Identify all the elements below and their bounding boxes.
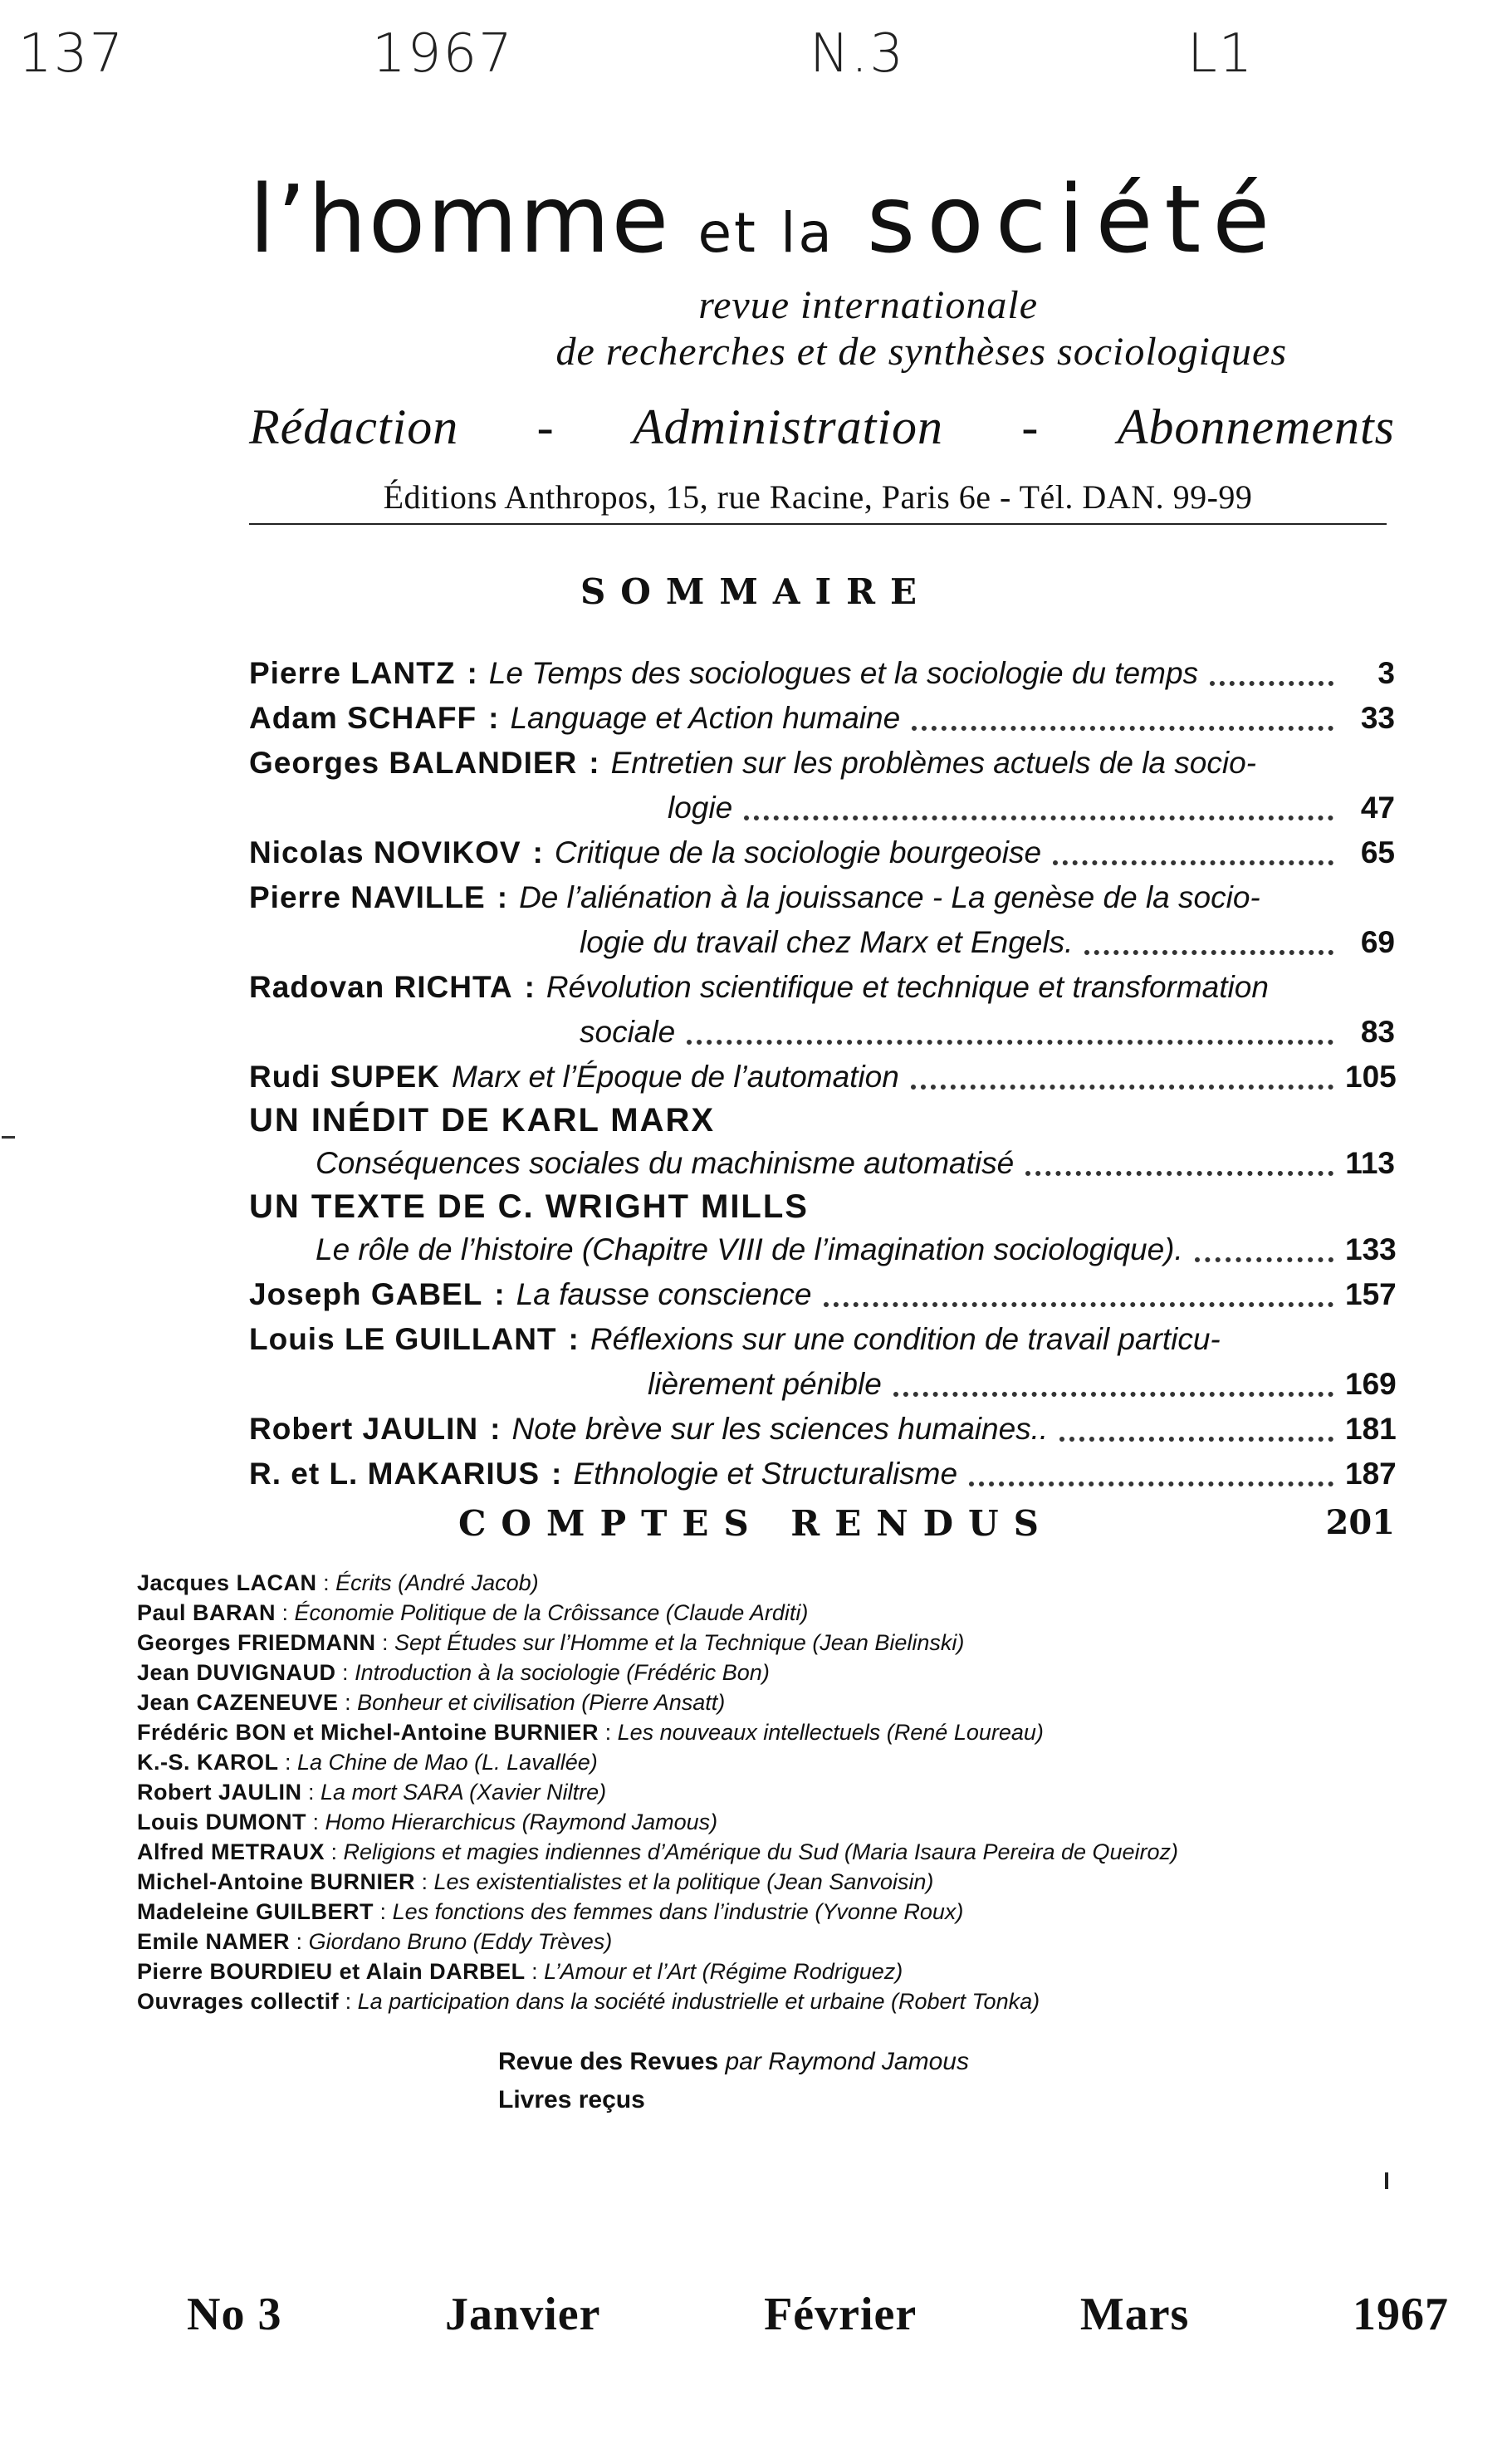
toc-author: Nicolas NOVIKOV: [249, 835, 521, 869]
review-author: Ouvrages collectif: [137, 1989, 340, 2014]
toc-entry: [249, 875, 1395, 920]
review-item: Michel-Antoine BURNIER : Les existentialistes et la politique (Jean Sanvoisin): [137, 1869, 934, 1894]
toc-author: Pierre NAVILLE: [249, 880, 486, 914]
subtitle-line-2: de recherches et de synthèses sociologiques: [555, 330, 1287, 374]
review-author: Georges FRIEDMANN: [137, 1630, 376, 1655]
toc-entry-continuation: [249, 786, 1395, 830]
toc-entry: [249, 696, 1395, 741]
toc-author: Louis LE GUILLANT: [249, 1322, 557, 1356]
review-author: Paul BARAN: [137, 1600, 276, 1625]
toc-author: Radovan RICHTA: [249, 970, 513, 1004]
toc-leader: [687, 1040, 1333, 1045]
toc-title-cont: logie: [668, 791, 733, 825]
redaction-line: [249, 399, 1395, 456]
month-1: Janvier: [445, 2289, 601, 2340]
review-item: Jean DUVIGNAUD : Introduction à la sociologie (Frédéric Bon): [137, 1660, 770, 1685]
toc-leader: [1210, 681, 1333, 686]
toc-leader: [1025, 1171, 1333, 1176]
toc-author: Adam SCHAFF: [249, 701, 477, 735]
review-author: Robert JAULIN: [137, 1780, 302, 1805]
review-item: Alfred METRAUX : Religions et magies indiennes d’Amérique du Sud (Maria Isaura Pereira de Queiroz): [137, 1839, 1179, 1864]
publisher-address: Éditions Anthropos, 15, rue Racine, Paris 6e - Tél. DAN. 99-99: [249, 478, 1387, 525]
toc-title: La fausse conscience: [516, 1277, 812, 1311]
review-item: Emile NAMER : Giordano Bruno (Eddy Trèves): [137, 1929, 613, 1954]
toc-entry: [249, 1227, 1395, 1272]
toc-leader: [969, 1482, 1333, 1486]
toc-entry: [249, 1141, 1395, 1186]
toc-title: Ethnologie et Structuralisme: [573, 1457, 958, 1491]
review-title: L’Amour et l’Art (Régime Rodriguez): [544, 1959, 903, 1984]
toc-title: Critique de la sociologie bourgeoise: [554, 835, 1042, 869]
extras: [498, 2043, 969, 2119]
toc-page: 133: [1345, 1232, 1397, 1266]
masthead-word-et: et: [697, 201, 758, 265]
toc-entry: [249, 1452, 1395, 1496]
comptes-rendus-heading: COMPTES RENDUS: [458, 1503, 1054, 1544]
margin-mark: [2, 1136, 15, 1139]
toc-separator: :: [488, 701, 499, 735]
toc-leader: [1084, 950, 1333, 955]
masthead-word-societe: société: [866, 166, 1282, 274]
toc-entry: [249, 651, 1395, 696]
review-title: Économie Politique de la Crôissance (Claude Arditi): [294, 1600, 809, 1625]
review-item: Frédéric BON et Michel-Antoine BURNIER : Les nouveaux intellectuels (René Loureau): [137, 1720, 1044, 1745]
review-author: Pierre BOURDIEU et Alain DARBEL: [137, 1959, 526, 1984]
masthead-word-la: la: [780, 201, 834, 265]
toc-separator: :: [467, 656, 477, 690]
redaction-label: Rédaction: [249, 399, 459, 454]
toc-leader: [744, 815, 1333, 820]
revue-des-revues: [498, 2043, 969, 2081]
review-title: Sept Études sur l’Homme et la Technique (Jean Bielinski): [394, 1630, 965, 1655]
toc-separator: :: [490, 1412, 501, 1446]
toc-page: 187: [1345, 1457, 1397, 1491]
toc-title: Révolution scientifique et technique et transformation: [546, 970, 1269, 1004]
livres-recus: [498, 2081, 969, 2119]
month-2: Février: [764, 2289, 917, 2340]
redaction-sep-2: -: [1021, 399, 1040, 454]
review-author: Alfred METRAUX: [137, 1839, 325, 1864]
toc-section-heading: UN INÉDIT DE KARL MARX: [249, 1102, 716, 1139]
review-title: Bonheur et civilisation (Pierre Ansatt): [357, 1690, 726, 1715]
toc-entry-continuation: [249, 1010, 1395, 1055]
toc-entry: [249, 1272, 1395, 1317]
revue-label: Revue des Revues: [498, 2048, 719, 2075]
toc-title: Le rôle de l’histoire (Chapitre VIII de l’imagination sociologique).: [316, 1232, 1183, 1266]
issue-number: No 3: [187, 2289, 282, 2340]
review-item: K.-S. KAROL : La Chine de Mao (L. Lavallée): [137, 1750, 598, 1775]
table-of-contents: [249, 651, 1395, 1496]
issue-year: 1967: [1352, 2289, 1449, 2340]
toc-author: Joseph GABEL: [249, 1277, 483, 1311]
masthead-word-homme: l’homme: [249, 166, 671, 274]
review-title: Les fonctions des femmes dans l’industrie (Yvonne Roux): [392, 1899, 964, 1924]
toc-page: 65: [1360, 835, 1395, 869]
toc-entry: [249, 1407, 1395, 1452]
toc-author: Rudi SUPEK: [249, 1060, 440, 1094]
toc-separator: :: [532, 835, 543, 869]
review-title: Homo Hierarchicus (Raymond Jamous): [325, 1810, 718, 1834]
review-author: Jacques LACAN: [137, 1570, 317, 1595]
toc-title: Conséquences sociales du machinisme automatisé: [316, 1146, 1015, 1180]
toc-section-heading: UN TEXTE DE C. WRIGHT MILLS: [249, 1188, 809, 1225]
toc-title-cont: sociale: [580, 1015, 676, 1049]
review-title: La mort SARA (Xavier Niltre): [321, 1780, 607, 1805]
toc-page: 47: [1360, 791, 1395, 825]
toc-entry: [249, 1317, 1395, 1362]
toc-entry: [249, 741, 1395, 786]
toc-title: Language et Action humaine: [510, 701, 901, 735]
redaction-sep-1: -: [536, 399, 555, 454]
review-author: K.-S. KAROL: [137, 1750, 279, 1775]
revue-author: Raymond Jamous: [768, 2048, 969, 2075]
toc-title: Le Temps des sociologues et la sociologie du temps: [488, 656, 1199, 690]
review-author: Frédéric BON et Michel-Antoine BURNIER: [137, 1720, 599, 1745]
toc-leader: [893, 1392, 1333, 1397]
review-author: Madeleine GUILBERT: [137, 1899, 374, 1924]
comptes-rendus-page: 201: [1325, 1503, 1395, 1542]
review-item: Pierre BOURDIEU et Alain DARBEL : L’Amour et l’Art (Régime Rodriguez): [137, 1959, 903, 1984]
handwritten-year: 1967: [372, 23, 514, 85]
toc-page: 33: [1360, 701, 1395, 735]
toc-entry-continuation: [249, 920, 1395, 965]
handwritten-code: L1: [1187, 23, 1255, 85]
toc-separator: :: [568, 1322, 579, 1356]
toc-title: Marx et l’Époque de l’automation: [451, 1060, 899, 1094]
toc-page: 157: [1345, 1277, 1397, 1311]
toc-leader: [1195, 1257, 1333, 1262]
toc-title: De l’aliénation à la jouissance - La genèse de la socio-: [519, 880, 1260, 914]
review-item: Madeleine GUILBERT : Les fonctions des femmes dans l’industrie (Yvonne Roux): [137, 1899, 964, 1924]
toc-author: Pierre LANTZ: [249, 656, 456, 690]
review-list: [137, 1568, 1432, 2016]
toc-leader: [824, 1302, 1334, 1307]
review-title: La Chine de Mao (L. Lavallée): [297, 1750, 598, 1775]
toc-page: 181: [1345, 1412, 1397, 1446]
review-item: Robert JAULIN : La mort SARA (Xavier Niltre): [137, 1780, 607, 1805]
toc-separator: :: [551, 1457, 562, 1491]
review-author: Emile NAMER: [137, 1929, 291, 1954]
handwritten-number: N.3: [810, 23, 905, 85]
abonnements-label: Abonnements: [1117, 399, 1395, 454]
stray-mark: [1385, 2172, 1388, 2189]
review-title: Les nouveaux intellectuels (René Loureau): [617, 1720, 1044, 1745]
toc-author: Georges BALANDIER: [249, 746, 578, 780]
toc-title-cont: logie du travail chez Marx et Engels.: [580, 925, 1074, 959]
toc-leader: [912, 726, 1333, 731]
review-title: La participation dans la société industrielle et urbaine (Robert Tonka): [357, 1989, 1040, 2014]
toc-leader: [1059, 1437, 1333, 1442]
toc-separator: :: [497, 880, 508, 914]
toc-page: 113: [1345, 1146, 1395, 1180]
review-item: Jacques LACAN : Écrits (André Jacob): [137, 1570, 539, 1595]
review-title: Les existentialistes et la politique (Jean Sanvoisin): [433, 1869, 934, 1894]
toc-entry-continuation: [249, 1362, 1395, 1407]
toc-title: Réflexions sur une condition de travail particu-: [590, 1322, 1221, 1356]
toc-title: Note brève sur les sciences humaines..: [511, 1412, 1049, 1446]
toc-entry: [249, 830, 1395, 875]
review-title: Religions et magies indiennes d’Amérique du Sud (Maria Isaura Pereira de Queiroz): [343, 1839, 1179, 1864]
toc-separator: :: [589, 746, 599, 780]
review-title: Écrits (André Jacob): [335, 1570, 539, 1595]
masthead: [249, 166, 1395, 274]
toc-page: 69: [1360, 925, 1395, 959]
toc-page: 169: [1345, 1367, 1397, 1401]
review-author: Jean DUVIGNAUD: [137, 1660, 336, 1685]
review-author: Michel-Antoine BURNIER: [137, 1869, 415, 1894]
toc-leader: [1053, 860, 1333, 865]
toc-title-cont: lièrement pénible: [648, 1367, 882, 1401]
toc-entry: [249, 965, 1395, 1010]
handwritten-ref: 137: [18, 23, 125, 85]
toc-separator: :: [524, 970, 535, 1004]
sommaire-heading: SOMMAIRE: [580, 571, 932, 612]
issue-footer: [187, 2288, 1449, 2341]
subtitle-line-1: revue internationale: [698, 283, 1038, 327]
review-title: Introduction à la sociologie (Frédéric Bon): [355, 1660, 770, 1685]
review-item: Paul BARAN : Économie Politique de la Crôissance (Claude Arditi): [137, 1600, 809, 1625]
review-item: Georges FRIEDMANN : Sept Études sur l’Homme et la Technique (Jean Bielinski): [137, 1630, 965, 1655]
toc-page: 83: [1360, 1015, 1395, 1049]
livres-label: Livres reçus: [498, 2086, 645, 2113]
review-title: Giordano Bruno (Eddy Trèves): [308, 1929, 613, 1954]
review-author: Louis DUMONT: [137, 1810, 306, 1834]
toc-separator: :: [494, 1277, 505, 1311]
review-item: Ouvrages collectif : La participation dans la société industrielle et urbaine (Robert Tonka): [137, 1989, 1040, 2014]
toc-author: Robert JAULIN: [249, 1412, 479, 1446]
administration-label: Administration: [632, 399, 943, 454]
revue-par: par: [725, 2048, 761, 2075]
toc-leader: [911, 1085, 1333, 1090]
month-3: Mars: [1079, 2289, 1190, 2340]
toc-author: R. et L. MAKARIUS: [249, 1457, 540, 1491]
toc-title: Entretien sur les problèmes actuels de la socio-: [610, 746, 1256, 780]
review-author: Jean CAZENEUVE: [137, 1690, 339, 1715]
toc-entry: [249, 1055, 1395, 1100]
toc-page: 105: [1345, 1060, 1397, 1094]
review-item: Jean CAZENEUVE : Bonheur et civilisation (Pierre Ansatt): [137, 1690, 726, 1715]
review-item: Louis DUMONT : Homo Hierarchicus (Raymond Jamous): [137, 1810, 718, 1834]
toc-page: 3: [1377, 656, 1395, 690]
